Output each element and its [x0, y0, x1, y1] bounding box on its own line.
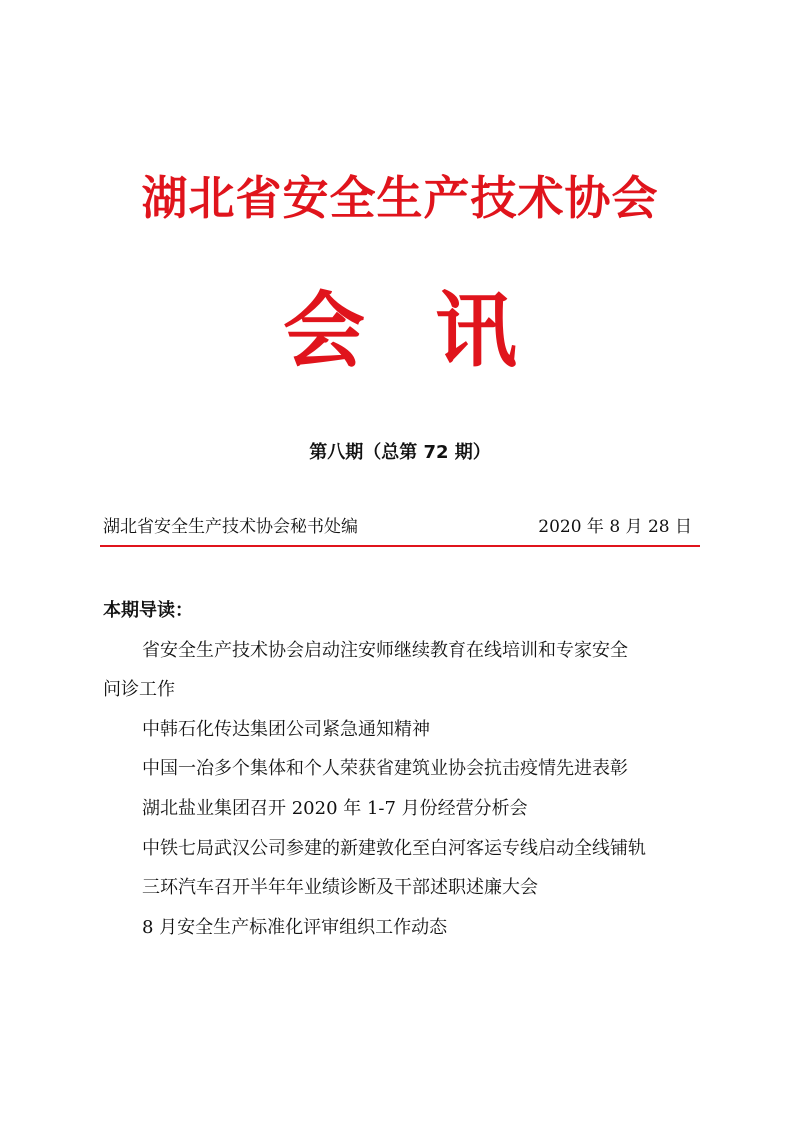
toc-item: 中国一冶多个集体和个人荣获省建筑业协会抗击疫情先进表彰 — [142, 758, 628, 779]
organization-title: 湖北省安全生产技术协会 — [141, 171, 659, 225]
toc-item: 中铁七局武汉公司参建的新建敦化至白河客运专线启动全线铺轨 — [142, 838, 646, 859]
red-divider — [100, 545, 700, 547]
toc-heading: 本期导读： — [103, 600, 193, 621]
toc-item: 三环汽车召开半年年业绩诊断及干部述职述廉大会 — [142, 877, 538, 898]
publication-date: 2020 年 8 月 28 日 — [538, 517, 692, 537]
publication-name: 会讯 — [282, 284, 587, 379]
editor-date-row — [103, 514, 700, 540]
toc-item: 省安全生产技术协会启动注安师继续教育在线培训和专家安全 — [142, 640, 628, 661]
toc-item-continuation: 问诊工作 — [103, 679, 175, 700]
toc-item: 中韩石化传达集团公司紧急通知精神 — [142, 719, 430, 740]
editor-line: 湖北省安全生产技术协会秘书处编 — [103, 517, 358, 537]
toc-item: 8 月安全生产标准化评审组织工作动态 — [142, 917, 448, 938]
issue-number: 第八期（总第 72 期） — [309, 442, 491, 463]
toc-item: 湖北盐业集团召开 2020 年 1-7 月份经营分析会 — [142, 798, 528, 819]
